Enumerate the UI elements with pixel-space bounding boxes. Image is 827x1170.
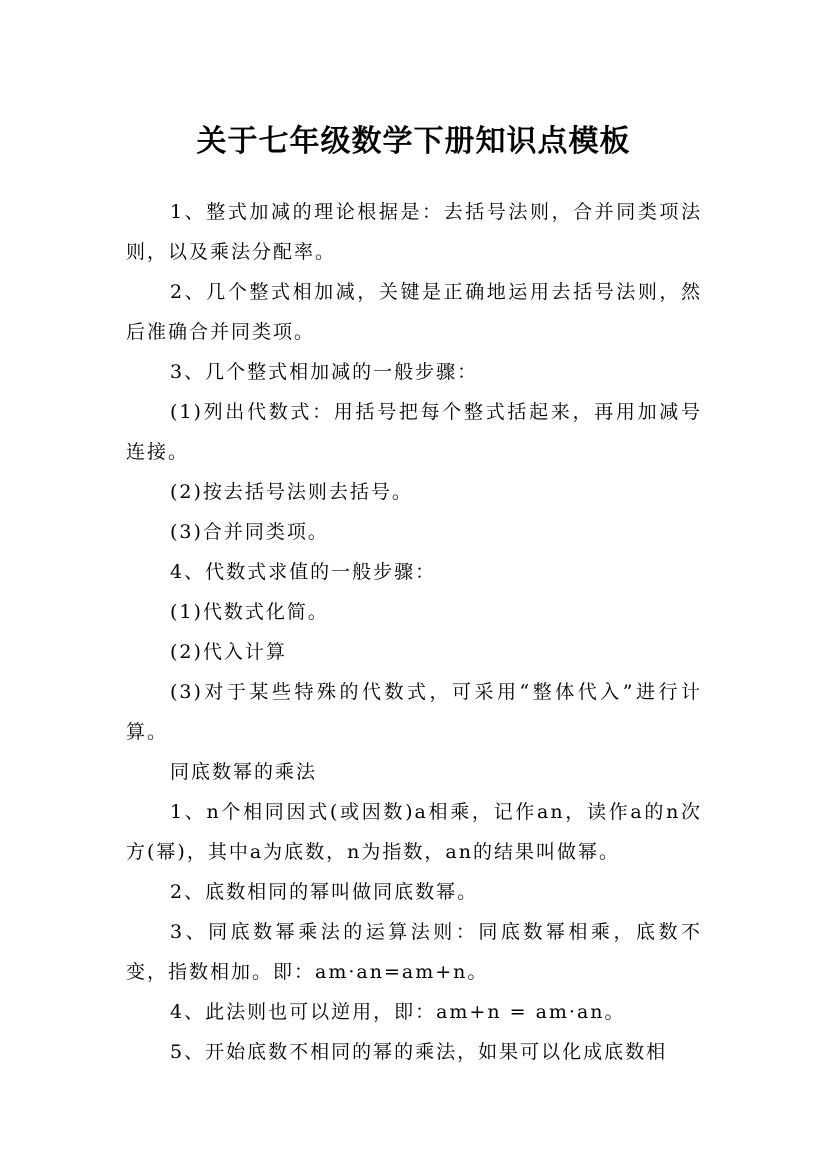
section-heading: 同底数幂的乘法	[170, 761, 318, 783]
paragraph-7: 4、代数式求值的一般步骤：	[170, 561, 437, 583]
paragraph-14: 3、同底数幂乘法的运算法则：同底数幂相乘，底数不变，指数相加。即：am·an=am+n。	[126, 921, 702, 983]
paragraph-9: (2)代入计算	[170, 641, 287, 663]
paragraph-1: 1、整式加减的理论根据是：去括号法则，合并同类项法则，以及乘法分配率。	[126, 201, 702, 263]
paragraph-12: 1、n个相同因式(或因数)a相乘，记作an，读作a的n次方(幂)，其中a为底数，n为指数，an的结果叫做幂。	[126, 801, 702, 863]
paragraph-13: 2、底数相同的幂叫做同底数幂。	[170, 881, 479, 903]
paragraph-16: 5、开始底数不相同的幂的乘法，如果可以化成底数相	[170, 1041, 668, 1063]
paragraph-5: (2)按去括号法则去括号。	[170, 481, 413, 503]
paragraph-4: (1)列出代数式：用括号把每个整式括起来，再用加减号连接。	[126, 401, 702, 463]
paragraph-2: 2、几个整式相加减，关键是正确地运用去括号法则，然后准确合并同类项。	[126, 281, 702, 343]
paragraph-3: 3、几个整式相加减的一般步骤：	[170, 361, 479, 383]
paragraph-6: (3)合并同类项。	[170, 521, 329, 543]
paragraph-10: (3)对于某些特殊的代数式，可采用“整体代入”进行计算。	[126, 681, 702, 743]
document-body	[126, 192, 702, 1072]
paragraph-15: 4、此法则也可以逆用，即：am+n = am·an。	[170, 1001, 626, 1023]
document-title: 关于七年级数学下册知识点模板	[196, 124, 631, 160]
paragraph-8: (1)代数式化简。	[170, 601, 329, 623]
